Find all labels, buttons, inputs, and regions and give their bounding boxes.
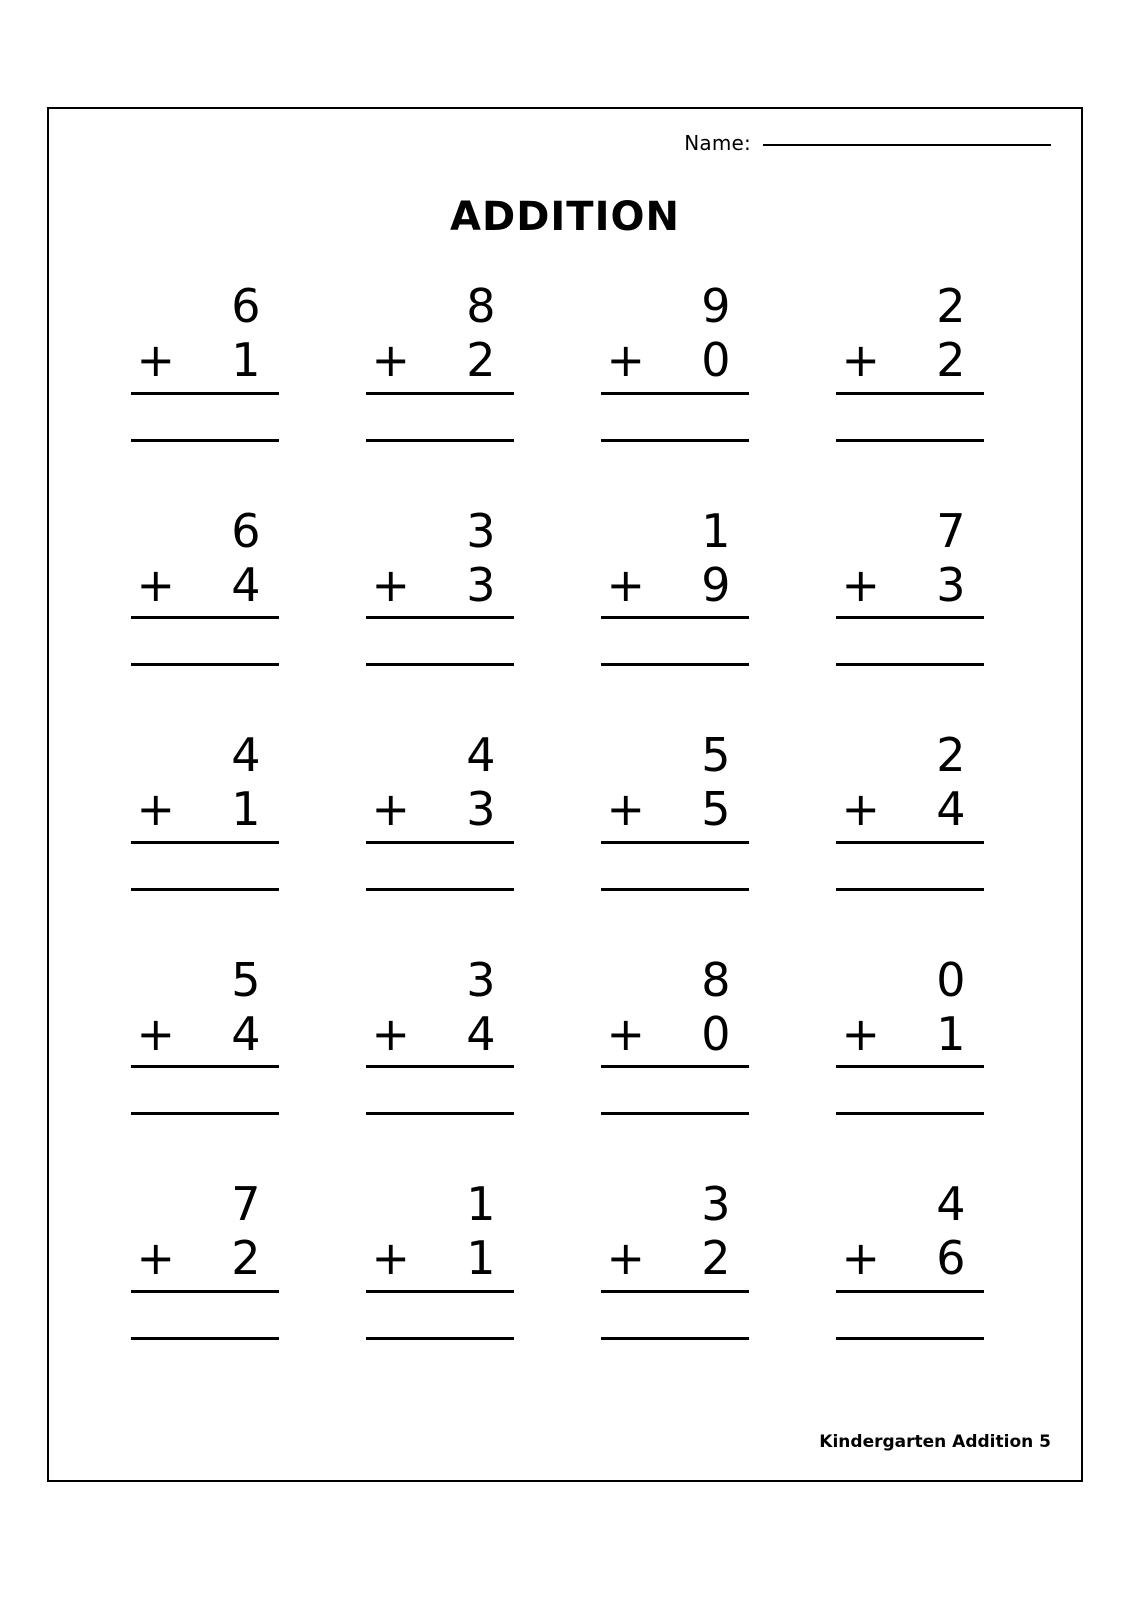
plus-icon: + [136,782,176,837]
addend-bottom: 0 [701,1006,731,1061]
answer-line[interactable] [131,663,279,666]
answer-space[interactable] [366,395,514,439]
answer-space[interactable] [601,1068,749,1112]
addend-bottom-row [836,1231,984,1285]
answer-space[interactable] [601,619,749,663]
answer-space[interactable] [366,844,514,888]
plus-icon: + [371,1231,411,1286]
addend-top: 9 [701,279,731,333]
plus-icon: + [841,782,881,837]
plus-icon: + [841,1231,881,1286]
addend-bottom: 1 [936,1006,966,1061]
answer-space[interactable] [131,1293,279,1337]
plus-icon: + [371,782,411,837]
addend-top: 3 [701,1177,731,1232]
answer-space[interactable] [836,1068,984,1112]
answer-line[interactable] [131,439,279,442]
addend-bottom: 3 [466,557,496,612]
addend-bottom: 2 [231,1231,261,1286]
answer-space[interactable] [131,395,279,439]
addend-bottom: 1 [231,782,261,837]
addend-top: 3 [466,952,496,1007]
addend-bottom-row [836,782,984,836]
addition-problem [366,953,514,1116]
addend-top: 7 [936,503,966,558]
answer-line[interactable] [366,439,514,442]
addend-bottom: 3 [936,557,966,612]
plus-icon: + [136,333,176,388]
addition-problem [131,279,279,442]
addition-problem [601,279,749,442]
addition-problem [131,504,279,667]
name-input-line[interactable] [763,143,1051,146]
name-label: Name: [684,131,751,155]
addend-top: 8 [701,952,731,1007]
addend-top: 8 [466,279,496,333]
addition-problem [601,728,749,891]
name-field-row [684,131,1051,155]
answer-space[interactable] [836,1293,984,1337]
answer-space[interactable] [366,1293,514,1337]
worksheet-page [47,107,1083,1482]
addend-bottom: 3 [466,782,496,837]
addition-problem [601,504,749,667]
addend-top: 5 [231,952,261,1007]
addition-problem [836,279,984,442]
addend-bottom: 4 [231,1006,261,1061]
answer-space[interactable] [131,1068,279,1112]
addend-bottom-row [366,558,514,612]
addend-bottom-row [601,1007,749,1061]
addend-bottom: 2 [936,333,966,388]
answer-space[interactable] [366,619,514,663]
addend-bottom: 4 [231,557,261,612]
addition-problem [131,728,279,891]
addend-bottom: 1 [231,333,261,388]
answer-line[interactable] [836,888,984,891]
addend-top: 3 [466,503,496,558]
answer-line[interactable] [601,663,749,666]
answer-line[interactable] [366,888,514,891]
addend-top: 4 [466,728,496,783]
plus-icon: + [371,1006,411,1061]
addition-problem [366,728,514,891]
addition-problem [836,953,984,1116]
answer-line[interactable] [836,663,984,666]
addition-problem [131,1177,279,1340]
addend-bottom: 5 [701,782,731,837]
worksheet-footer: Kindergarten Addition 5 [819,1432,1051,1452]
addition-problem [836,504,984,667]
addend-bottom-row [366,782,514,836]
plus-icon: + [841,333,881,388]
addition-problem [366,504,514,667]
addition-problem [366,279,514,442]
addition-problem [366,1177,514,1340]
page-title: ADDITION [450,194,680,240]
addend-bottom-row [131,1231,279,1285]
plus-icon: + [606,333,646,388]
plus-icon: + [606,557,646,612]
plus-icon: + [371,557,411,612]
addend-top: 0 [936,952,966,1007]
plus-icon: + [841,1006,881,1061]
answer-space[interactable] [836,844,984,888]
answer-space[interactable] [836,619,984,663]
answer-line[interactable] [601,1112,749,1115]
addend-bottom-row [366,1007,514,1061]
plus-icon: + [606,1231,646,1286]
answer-line[interactable] [131,888,279,891]
addition-problem [601,953,749,1116]
addend-bottom-row [131,558,279,612]
addend-top: 7 [231,1177,261,1232]
answer-space[interactable] [601,844,749,888]
addend-top: 1 [701,503,731,558]
answer-space[interactable] [601,395,749,439]
addend-top: 2 [936,728,966,783]
addend-top: 6 [231,503,261,558]
addend-bottom-row [131,1007,279,1061]
plus-icon: + [136,557,176,612]
answer-line[interactable] [366,1337,514,1340]
addend-bottom-row [601,1231,749,1285]
addend-top: 4 [936,1177,966,1232]
addend-bottom-row [601,333,749,387]
addend-top: 5 [701,728,731,783]
answer-line[interactable] [131,1112,279,1115]
addend-bottom: 2 [466,333,496,388]
answer-line[interactable] [601,439,749,442]
addend-bottom-row [131,333,279,387]
addend-bottom-row [366,333,514,387]
addend-bottom: 4 [936,782,966,837]
answer-line[interactable] [836,1112,984,1115]
answer-space[interactable] [131,619,279,663]
plus-icon: + [606,1006,646,1061]
addition-problem [131,953,279,1116]
addend-top: 4 [231,728,261,783]
answer-space[interactable] [601,1293,749,1337]
addend-top: 2 [936,279,966,333]
answer-line[interactable] [366,663,514,666]
answer-line[interactable] [131,1337,279,1340]
addend-bottom-row [601,558,749,612]
addend-bottom-row [836,333,984,387]
addend-bottom: 0 [701,333,731,388]
answer-space[interactable] [836,395,984,439]
addend-top: 6 [231,279,261,333]
plus-icon: + [371,333,411,388]
addend-bottom-row [131,782,279,836]
problems-grid [87,279,1027,1340]
addend-bottom-row [836,1007,984,1061]
plus-icon: + [606,782,646,837]
addend-bottom-row [366,1231,514,1285]
addition-problem [836,728,984,891]
addend-bottom: 9 [701,557,731,612]
addend-top: 1 [466,1177,496,1232]
answer-line[interactable] [601,1337,749,1340]
answer-space[interactable] [366,1068,514,1112]
addend-bottom: 4 [466,1006,496,1061]
addend-bottom: 2 [701,1231,731,1286]
addend-bottom-row [601,782,749,836]
plus-icon: + [136,1006,176,1061]
addend-bottom: 1 [466,1231,496,1286]
answer-line[interactable] [836,1337,984,1340]
plus-icon: + [136,1231,176,1286]
addend-bottom-row [836,558,984,612]
answer-space[interactable] [131,844,279,888]
plus-icon: + [841,557,881,612]
addition-problem [836,1177,984,1340]
answer-line[interactable] [366,1112,514,1115]
answer-line[interactable] [601,888,749,891]
addition-problem [601,1177,749,1340]
addend-bottom: 6 [936,1231,966,1286]
answer-line[interactable] [836,439,984,442]
